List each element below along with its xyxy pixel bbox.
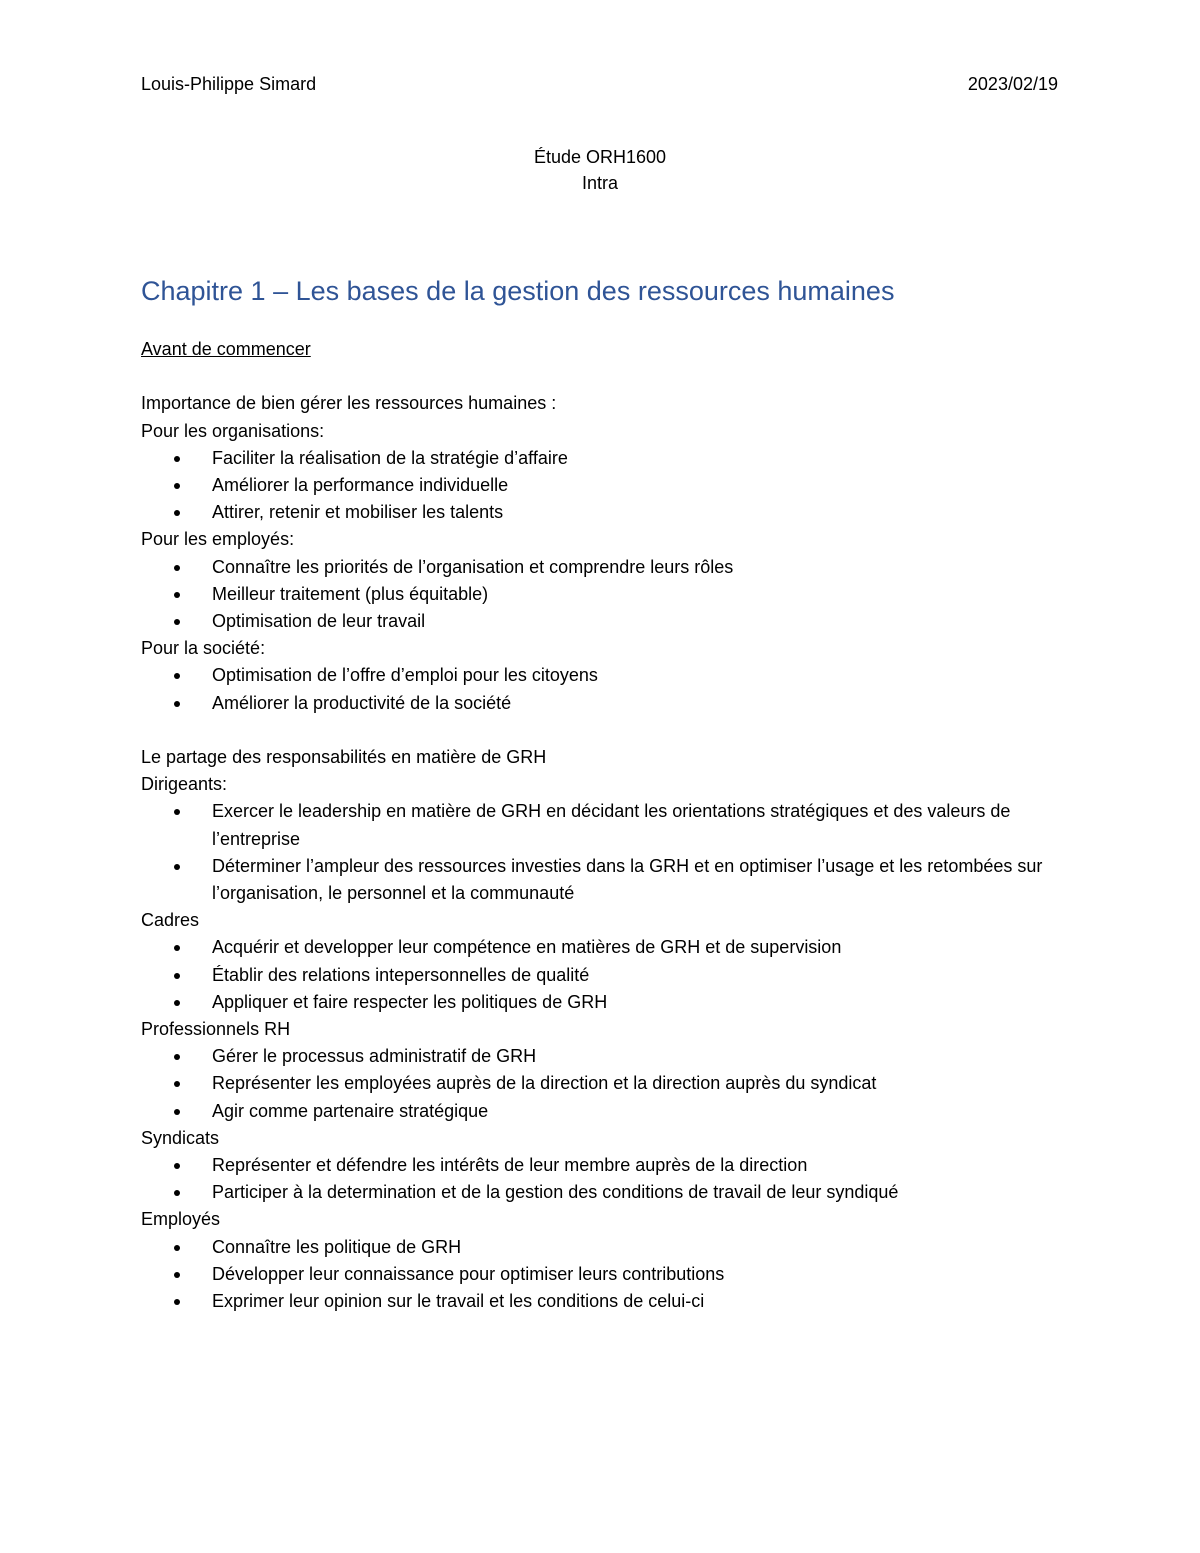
- bullet-icon: [174, 1245, 180, 1251]
- list-item: Optimisation de leur travail: [141, 608, 1061, 635]
- bullet-icon: [174, 592, 180, 598]
- bullet-icon: [174, 1190, 180, 1196]
- bullet-list-dirigeants: [141, 798, 1061, 907]
- document-date: 2023/02/19: [967, 74, 1058, 94]
- list-item: Gérer le processus administratif de GRH: [141, 1043, 1061, 1070]
- list-item: Établir des relations intepersonnelles de qualité: [141, 962, 1061, 989]
- list-item: Meilleur traitement (plus équitable): [141, 581, 1061, 608]
- list-item: Acquérir et developper leur compétence en matières de GRH et de supervision: [141, 934, 1061, 961]
- blank-line: [141, 717, 1061, 744]
- bullet-icon: [174, 619, 180, 625]
- list-item: Représenter les employées auprès de la direction et la direction auprès du syndicat: [141, 1070, 1061, 1097]
- list-item: Connaître les priorités de l’organisation et comprendre leurs rôles: [141, 554, 1061, 581]
- group-label-dirigeants: Dirigeants:: [141, 774, 228, 795]
- list-item: Appliquer et faire respecter les politiques de GRH: [141, 989, 1061, 1016]
- list-item: Agir comme partenaire stratégique: [141, 1098, 1061, 1125]
- bullet-list-employes: [141, 554, 1061, 636]
- bullet-list-professionnels: [141, 1043, 1061, 1125]
- bullet-icon: [174, 864, 180, 870]
- bullet-icon: [174, 1163, 180, 1169]
- group-label-cadres: Cadres: [141, 910, 200, 931]
- bullet-icon: [174, 1272, 180, 1278]
- list-item: Connaître les politique de GRH: [141, 1234, 1061, 1261]
- document-title: [0, 144, 1200, 196]
- partage-intro: Le partage des responsabilités en matière de GRH: [141, 747, 547, 768]
- group-label-employes: Pour les employés:: [141, 529, 295, 550]
- list-item: Attirer, retenir et mobiliser les talents: [141, 499, 1061, 526]
- list-item: Exprimer leur opinion sur le travail et les conditions de celui-ci: [141, 1288, 1061, 1315]
- bullet-list-organisations: [141, 445, 1061, 527]
- bullet-icon: [174, 701, 180, 707]
- bullet-icon: [174, 973, 180, 979]
- list-item: Améliorer la productivité de la société: [141, 690, 1061, 717]
- list-item: Déterminer l’ampleur des ressources investies dans la GRH et en optimiser l’usage et les retombées sur l’organisation, le personnel et la communauté: [141, 853, 1061, 907]
- blank-line: [141, 363, 1061, 390]
- title-line-1: Étude ORH1600: [533, 147, 667, 167]
- bullet-icon: [174, 673, 180, 679]
- list-item: Développer leur connaissance pour optimiser leurs contributions: [141, 1261, 1061, 1288]
- bullet-icon: [174, 1109, 180, 1115]
- bullet-icon: [174, 1299, 180, 1305]
- bullet-icon: [174, 510, 180, 516]
- bullet-icon: [174, 483, 180, 489]
- bullet-icon: [174, 1081, 180, 1087]
- list-item: Participer à la determination et de la gestion des conditions de travail de leur syndiqué: [141, 1179, 1061, 1206]
- author-name: Louis-Philippe Simard: [141, 74, 317, 94]
- chapter-heading: Chapitre 1 – Les bases de la gestion des ressources humaines: [141, 276, 895, 306]
- bullet-icon: [174, 1000, 180, 1006]
- bullet-icon: [174, 809, 180, 815]
- bullet-list-societe: [141, 662, 1061, 716]
- bullet-list-syndicats: [141, 1152, 1061, 1206]
- bullet-icon: [174, 456, 180, 462]
- group-label-professionnels: Professionnels RH: [141, 1019, 291, 1040]
- group-label-societe: Pour la société:: [141, 638, 266, 659]
- title-line-2: Intra: [581, 173, 619, 193]
- bullet-icon: [174, 945, 180, 951]
- section-heading: Avant de commencer: [141, 339, 311, 359]
- list-item: Améliorer la performance individuelle: [141, 472, 1061, 499]
- bullet-icon: [174, 565, 180, 571]
- group-label-organisations: Pour les organisations:: [141, 420, 325, 441]
- importance-intro: Importance de bien gérer les ressources humaines :: [141, 393, 557, 414]
- group-label-syndicats: Syndicats: [141, 1127, 220, 1148]
- list-item: Faciliter la réalisation de la stratégie d’affaire: [141, 445, 1061, 472]
- list-item: Représenter et défendre les intérêts de leur membre auprès de la direction: [141, 1152, 1061, 1179]
- document-body: [141, 336, 1061, 1315]
- list-item: Optimisation de l’offre d’emploi pour les citoyens: [141, 662, 1061, 689]
- group-label-employes-2: Employés: [141, 1209, 221, 1230]
- bullet-list-cadres: [141, 934, 1061, 1016]
- bullet-list-employes-2: [141, 1234, 1061, 1316]
- bullet-icon: [174, 1054, 180, 1060]
- list-item: Exercer le leadership en matière de GRH en décidant les orientations stratégiques et des valeurs de l’entreprise: [141, 798, 1061, 852]
